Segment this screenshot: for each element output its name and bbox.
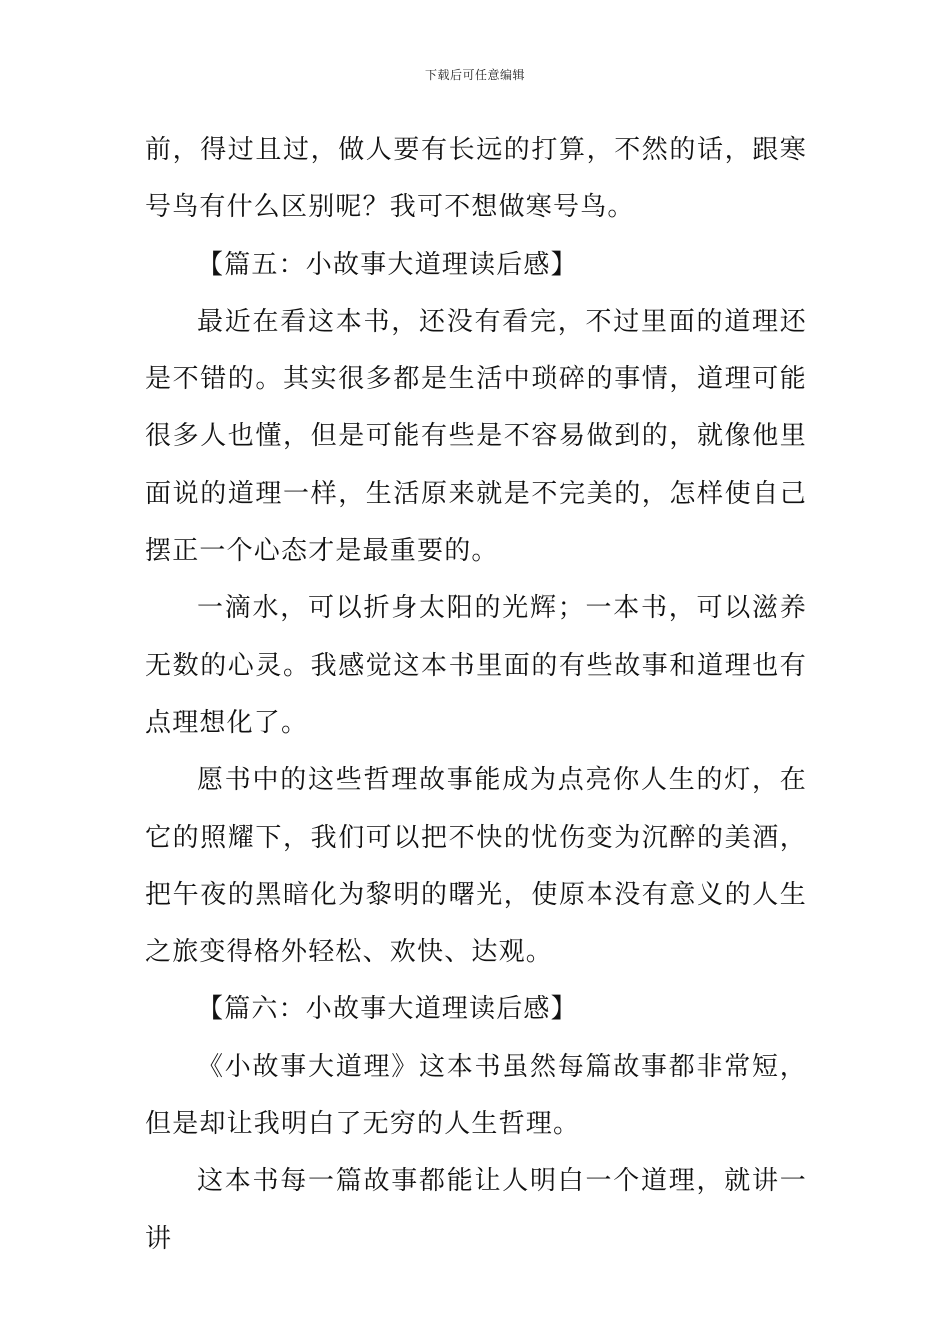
paragraph: 愿书中的这些哲理故事能成为点亮你人生的灯，在它的照耀下，我们可以把不快的忧伤变为沉醉的美酒，把午夜的黑暗化为黎明的曙光，使原本没有意义的人生之旅变得格外轻松、欢快、达观。 (145, 765, 807, 968)
section-heading-five: 【篇五：小故事大道理读后感】 (197, 249, 578, 280)
document-body (145, 122, 807, 1268)
paragraph: 最近在看这本书，还没有看完，不过里面的道理还是不错的。其实很多都是生活中琐碎的事情，道理可能很多人也懂，但是可能有些是不容易做到的，就像他里面说的道理一样，生活原来就是不完美的，怎样使自己摆正一个心态才是最重要的。 (145, 306, 807, 567)
page-header: 下载后可任意编辑 (424, 68, 525, 82)
paragraph: 这本书每一篇故事都能让人明白一个道理，就讲一讲 (145, 1166, 807, 1254)
paragraph-continuation: 前，得过且过，做人要有长远的打算，不然的话，跟寒号鸟有什么区别呢？我可不想做寒号鸟。 (145, 135, 807, 223)
paragraph: 《小故事大道理》这本书虽然每篇故事都非常短，但是却让我明白了无穷的人生哲理。 (145, 1051, 807, 1140)
paragraph: 一滴水，可以折身太阳的光辉；一本书，可以滋养无数的心灵。我感觉这本书里面的有些故事和道理也有点理想化了。 (145, 593, 807, 738)
section-heading-six: 【篇六：小故事大道理读后感】 (197, 994, 578, 1025)
